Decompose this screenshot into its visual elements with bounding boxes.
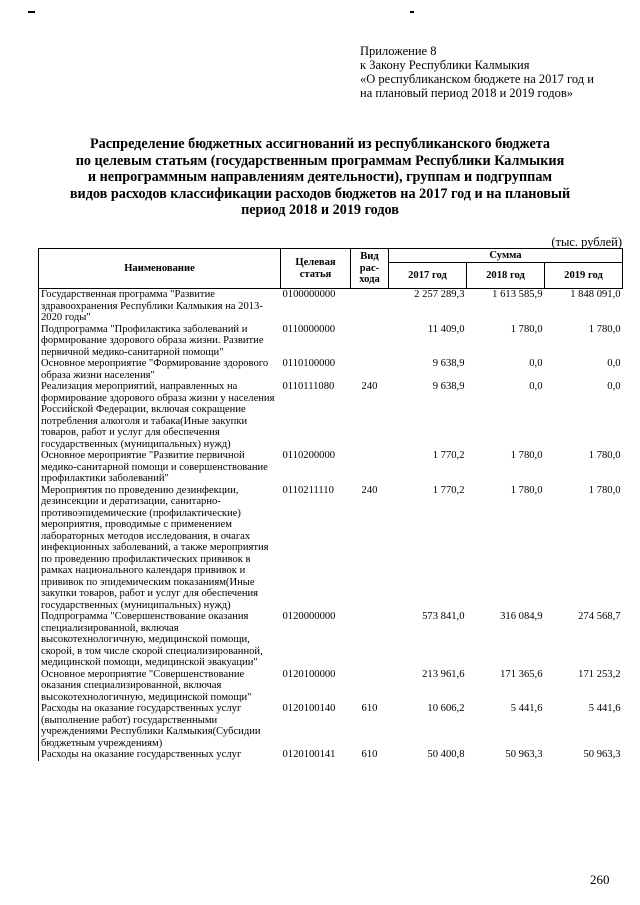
- row-2017: 213 961,6: [422, 668, 465, 680]
- row-2017: 2 257 289,3: [414, 289, 465, 300]
- row-2019: 274 568,7: [578, 611, 621, 622]
- row-kind: 240: [361, 484, 378, 496]
- row-code: 0120100000: [282, 668, 336, 680]
- header-2017: 2017 год: [389, 263, 467, 289]
- row-kind: [351, 324, 389, 359]
- row-kind: 610: [361, 749, 378, 760]
- units-label: (тыс. рублей): [551, 235, 622, 249]
- title-line: период 2018 и 2019 годов: [241, 202, 399, 218]
- row-code: 0120100140: [282, 703, 336, 714]
- title-line: и непрограммным направлениям деятельности), группам и подгруппам: [87, 169, 553, 185]
- row-2017: 11 409,0: [427, 323, 465, 335]
- table-row: [39, 485, 623, 612]
- row-2019: 50 963,3: [583, 749, 621, 760]
- row-2019: 0,0: [607, 381, 621, 392]
- row-code: 0120100141: [282, 749, 336, 760]
- appendix-note: [360, 44, 630, 100]
- appendix-line: «О республиканском бюджете на 2017 год и: [360, 72, 594, 86]
- row-2017: 1 770,2: [432, 484, 465, 496]
- row-2019: 171 253,2: [578, 668, 621, 680]
- row-2017: 9 638,9: [432, 381, 465, 392]
- row-2018: 50 963,3: [505, 749, 543, 760]
- row-2018: 171 365,6: [500, 668, 543, 680]
- header-code: Целевая статья: [281, 249, 351, 289]
- row-2019: 1 780,0: [588, 450, 621, 461]
- row-2018: 0,0: [529, 381, 543, 392]
- row-code: 0110000000: [282, 323, 336, 335]
- row-2017: 10 606,2: [427, 703, 465, 714]
- title-line: по целевым статьям (государственным программам Республики Калмыкия: [75, 152, 565, 169]
- row-2018: 5 441,6: [510, 703, 543, 714]
- row-2019: 0,0: [607, 358, 621, 369]
- title-line: Распределение бюджетных ассигнований из республиканского бюджета: [89, 136, 551, 152]
- row-kind: [351, 358, 389, 381]
- row-code: 0110111080: [282, 381, 335, 392]
- row-name: Реализация мероприятий, направленных на формирование здорового образа жизни у населения Российской Федерации, включая сокращение потребления алкоголя и табака(Иные закупки товаров, работ и услуг для обеспечения государственных (муниципальных) нужд): [39, 381, 281, 450]
- row-2018: 1 780,0: [510, 484, 543, 496]
- header-2019: 2019 год: [545, 263, 623, 289]
- row-name: Расходы на оказание государственных услуг: [39, 749, 281, 761]
- table-row: [39, 749, 623, 761]
- row-2018: 1 780,0: [510, 323, 543, 335]
- table-row: [39, 450, 623, 485]
- row-2019: 1 848 091,0: [570, 289, 621, 300]
- row-kind: [351, 669, 389, 704]
- row-2019: 1 780,0: [588, 323, 621, 335]
- row-code: 0110200000: [282, 450, 336, 461]
- row-kind: [351, 450, 389, 485]
- table-row: [39, 703, 623, 749]
- row-name: Подпрограмма "Совершенствование оказания специализированной, включая высокотехнологичную, медицинской помощи, скорой, в том числе скорой специализированной, медицинской помощи, медицинской эвакуации": [39, 611, 281, 669]
- appendix-line: к Закону Республики Калмыкия: [360, 58, 530, 72]
- row-2017: 1 770,2: [432, 450, 465, 461]
- table-row: [39, 611, 623, 669]
- table-row: [39, 289, 623, 324]
- scan-mark-center: [410, 11, 414, 13]
- header-name: Наименование: [39, 249, 281, 289]
- row-name: Государственная программа "Развитие здравоохранения Республики Калмыкия на 2013-2020 годы": [39, 289, 281, 324]
- table-row: [39, 324, 623, 359]
- table-row: [39, 358, 623, 381]
- appendix-line: Приложение 8: [360, 44, 437, 58]
- appendix-line: на плановый период 2018 и 2019 годов»: [360, 86, 573, 100]
- header-kind: Вид рас-хода: [351, 249, 389, 289]
- table-row: [39, 669, 623, 704]
- row-name: Основное мероприятие "Формирование здорового образа жизни населения": [39, 358, 281, 381]
- row-code: 0120000000: [282, 611, 336, 622]
- row-2017: 573 841,0: [422, 611, 465, 622]
- row-code: 0110100000: [282, 358, 336, 369]
- row-kind: [351, 289, 389, 324]
- row-code: 0100000000: [282, 289, 336, 300]
- row-code: 0110211110: [282, 484, 334, 496]
- row-2018: 316 084,9: [500, 611, 543, 622]
- row-2018: 1 613 585,9: [492, 289, 543, 300]
- row-name: Подпрограмма "Профилактика заболеваний и формирование здорового образа жизни. Развитие первичной медико-санитарной помощи": [39, 324, 281, 359]
- row-name: Основное мероприятие "Совершенствование оказания специализированной, включая высокотехнологичную, медицинской помощи": [39, 669, 281, 704]
- scan-mark-left: [28, 11, 35, 13]
- row-2019: 1 780,0: [588, 484, 621, 496]
- row-name: Расходы на оказание государственных услуг (выполнение работ) государственными учреждениями Республики Калмыкия(Субсидии бюджетным учреждениям): [39, 703, 281, 749]
- row-2018: 0,0: [529, 358, 543, 369]
- title-line: видов расходов классификации расходов бюджетов на 2017 год и на плановый: [69, 185, 571, 202]
- header-sum: Сумма: [389, 249, 623, 263]
- row-kind: 610: [361, 703, 378, 714]
- budget-table: [38, 248, 623, 761]
- row-2018: 1 780,0: [510, 450, 543, 461]
- table-row: [39, 381, 623, 450]
- row-name: Мероприятия по проведению дезинфекции, дезинсекции и дератизации, санитарно-противоэпидемические (профилактические) мероприятия, проводимые с применением лабораторных методов исследования, в очагах инфекционных заболеваний, а также мероприятия по проведению профилактических прививок в рамках национального календаря прививок и прививок по эпидемическим показаниям(Иные закупки товаров, работ и услуг для обеспечения государственных (муниципальных) нужд): [39, 485, 281, 612]
- header-2018: 2018 год: [467, 263, 545, 289]
- row-kind: [351, 611, 389, 669]
- row-name: Основное мероприятие "Развитие первичной медико-санитарной помощи и совершенствование профилактики заболеваний": [39, 450, 281, 485]
- row-2017: 9 638,9: [432, 358, 465, 369]
- document-title: [30, 136, 610, 219]
- page-number: 260: [590, 872, 610, 887]
- row-2019: 5 441,6: [588, 703, 621, 714]
- row-2017: 50 400,8: [427, 749, 465, 760]
- row-kind: 240: [361, 381, 378, 392]
